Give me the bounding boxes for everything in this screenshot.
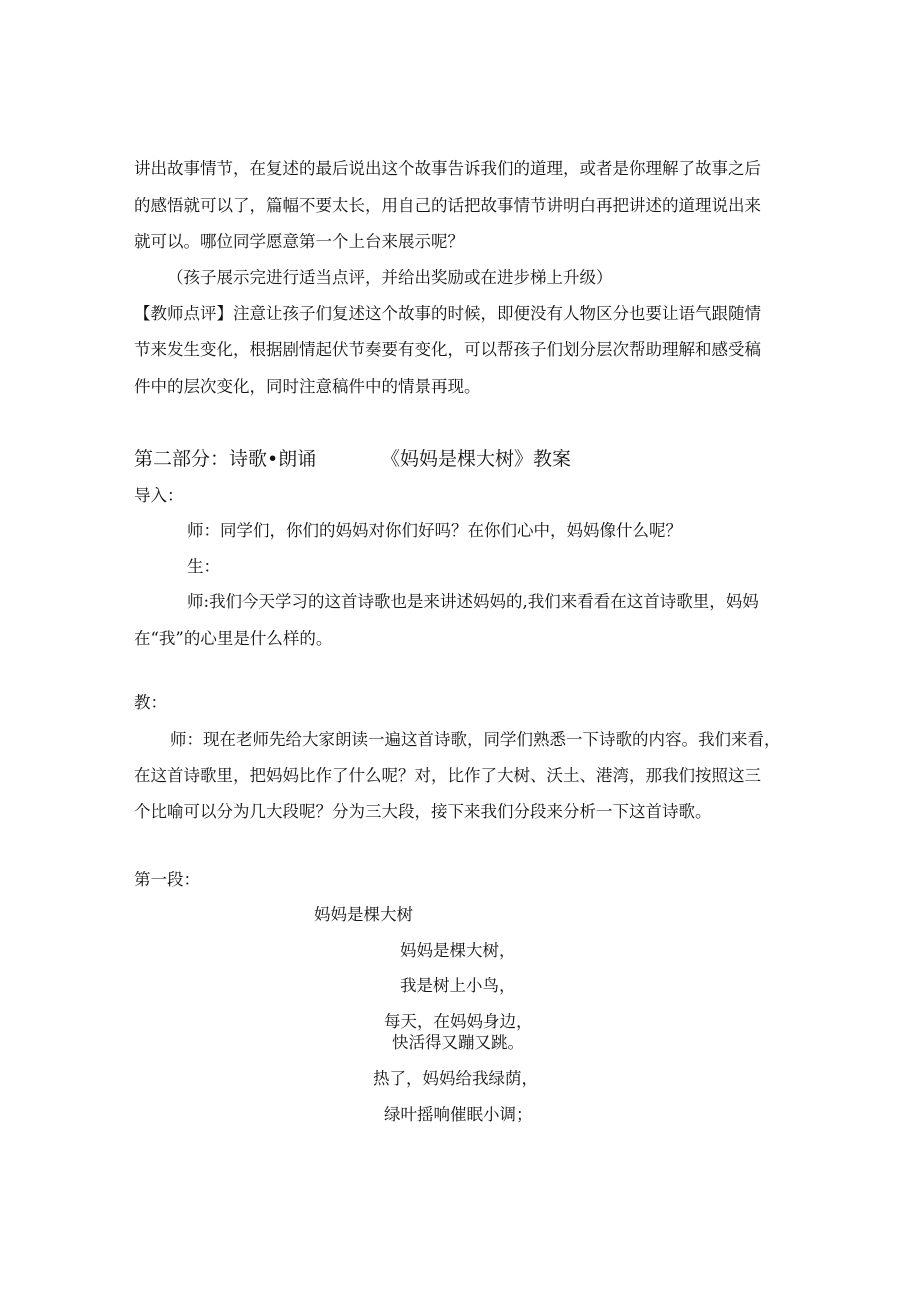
dialogue-line: 师:我们今天学习的这首诗歌也是来讲述妈妈的,我们来看看在这首诗歌里，妈妈 <box>187 592 759 611</box>
dialogue-line: 个比喻可以分为几大段呢？分为三大段，接下来我们分段来分析一下这首诗歌。 <box>134 802 712 821</box>
dialogue-line: 师：现在老师先给大家朗读一遍这首诗歌，同学们熟悉一下诗歌的内容。我们来看， <box>170 730 781 749</box>
section-heading: 第二部分：诗歌•朗诵 <box>134 448 317 470</box>
teacher-review-line: 件中的层次变化，同时注意稿件中的情景再现。 <box>134 377 481 396</box>
dialogue-line: 在“我”的心里是什么样的。 <box>134 629 333 648</box>
teacher-note: （孩子展示完进行适当点评，并给出奖励或在进步梯上升级） <box>167 268 613 287</box>
section-label: 第一段： <box>134 870 200 889</box>
lesson-title: 《妈妈是棵大树》教案 <box>381 448 572 470</box>
poem-line: 妈妈是棵大树， <box>400 941 516 960</box>
dialogue-line: 在这首诗歌里，把妈妈比作了什么呢？对，比作了大树、沃土、港湾，那我们按照这三 <box>134 766 761 785</box>
poem-line: 每天，在妈妈身边， <box>384 1012 533 1031</box>
poem-line: 绿叶摇响催眠小调； <box>384 1105 533 1124</box>
intro-label: 导入： <box>134 486 184 505</box>
dialogue-line: 师：同学们，你们的妈妈对你们好吗？在你们心中，妈妈像什么呢？ <box>187 521 682 540</box>
teacher-review-line: 【教师点评】注意让孩子们复述这个故事的时候，即便没有人物区分也要让语气跟随情 <box>134 304 761 323</box>
paragraph-line: 就可以。哪位同学愿意第一个上台来展示呢？ <box>134 232 464 251</box>
paragraph-line: 讲出故事情节，在复述的最后说出这个故事告诉我们的道理，或者是你理解了故事之后 <box>134 159 761 178</box>
teach-label: 教： <box>134 693 167 712</box>
poem-title: 妈妈是棵大树 <box>314 905 413 924</box>
paragraph-line: 的感悟就可以了，篇幅不要太长，用自己的话把故事情节讲明白再把讲述的道理说出来 <box>134 196 761 215</box>
poem-line: 我是树上小鸟， <box>400 976 516 995</box>
poem-line: 热了，妈妈给我绿荫， <box>373 1069 538 1088</box>
teacher-review-line: 节来发生变化，根据剧情起伏节奏要有变化，可以帮孩子们划分层次帮助理解和感受稿 <box>134 340 761 359</box>
poem-line: 快活得又蹦又跳。 <box>392 1033 524 1052</box>
dialogue-line: 生： <box>187 557 220 576</box>
